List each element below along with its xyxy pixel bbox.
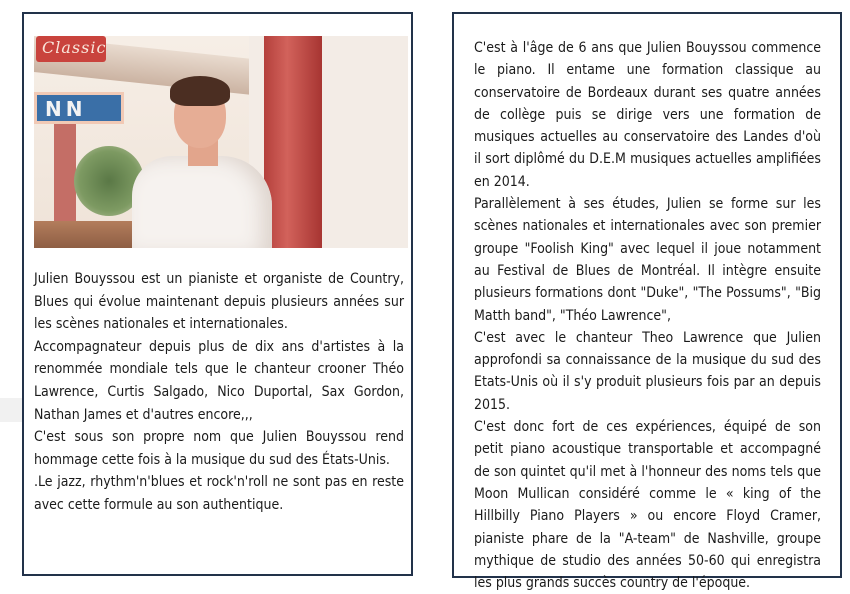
left-paragraph-1: Julien Bouyssou est un pianiste et organiste de Country, Blues qui évolue maintenant depuis plusieurs années sur les scènes nationales et internationales. [34, 271, 404, 333]
right-paragraph-1: C'est à l'âge de 6 ans que Julien Bouyssou commence le piano. Il entame une formation classique au conservatoire de Bordeaux durant ses quatre années de collège puis se dirige vers une formation de musiques actuelles au conservatoire des Landes d'où il sort diplômé du D.E.M musiques actuelles amplifiées en 2014. [474, 40, 821, 190]
sign-nn-text: NN [45, 97, 87, 121]
left-bio-text [34, 268, 404, 517]
photo-person-shirt [132, 156, 272, 248]
left-paragraph-2: Accompagnateur depuis plus de dix ans d'artistes à la renommée mondiale tels que le chanteur crooner Théo Lawrence, Curtis Salgado, Nico Duportal, Sax Gordon, Nathan James et d'autres encore,,, [34, 338, 404, 423]
photo-sign-post [54, 124, 76, 224]
right-bio-card [452, 12, 842, 592]
right-paragraph-4: C'est donc fort de ces expériences, équipé de son petit piano acoustique transportable et accompagné de son quintet qu'il met à l'honneur des noms tels que Moon Mullican considéré comme le « king of the Hillbilly Piano Players » ou encore Floyd Cramer, pianiste phare de la "A-team" de Nashville, groupe mythique de studio des années 50-60 qui enregistra les plus grands succès country de l'époque. [474, 419, 821, 592]
artist-photo [34, 36, 408, 248]
right-paragraph-3: C'est avec le chanteur Theo Lawrence que Julien approfondi sa connaissance de la musique du sud des Etats-Unis où il s'y produit plusieurs fois par an depuis 2015. [474, 329, 821, 413]
photo-person-hair [170, 76, 230, 106]
right-paragraph-2: Parallèlement à ses études, Julien se forme sur les scènes nationales et internationales avec son premier groupe "Foolish King" avec lequel il joue notamment au Festival de Blues de Montréal. Il intègre ensuite plusieurs formations dont "Duke", "The Possums", "Big Matth band", "Théo Lawrence", [474, 196, 821, 324]
sign-classic-text: Classic [42, 38, 107, 57]
photo-red-pillar [264, 36, 322, 248]
left-paragraph-4: .Le jazz, rhythm'n'blues et rock'n'roll ne sont pas en reste avec cette formule au son authentique. [34, 474, 404, 513]
left-bio-card [22, 12, 413, 576]
photo-sign-nn [34, 92, 124, 124]
right-bio-text [474, 37, 821, 594]
photo-sign-classic [36, 36, 106, 62]
left-paragraph-3: C'est sous son propre nom que Julien Bouyssou rend hommage cette fois à la musique du sud des États-Unis. [34, 429, 404, 468]
background-fragment [0, 398, 22, 422]
